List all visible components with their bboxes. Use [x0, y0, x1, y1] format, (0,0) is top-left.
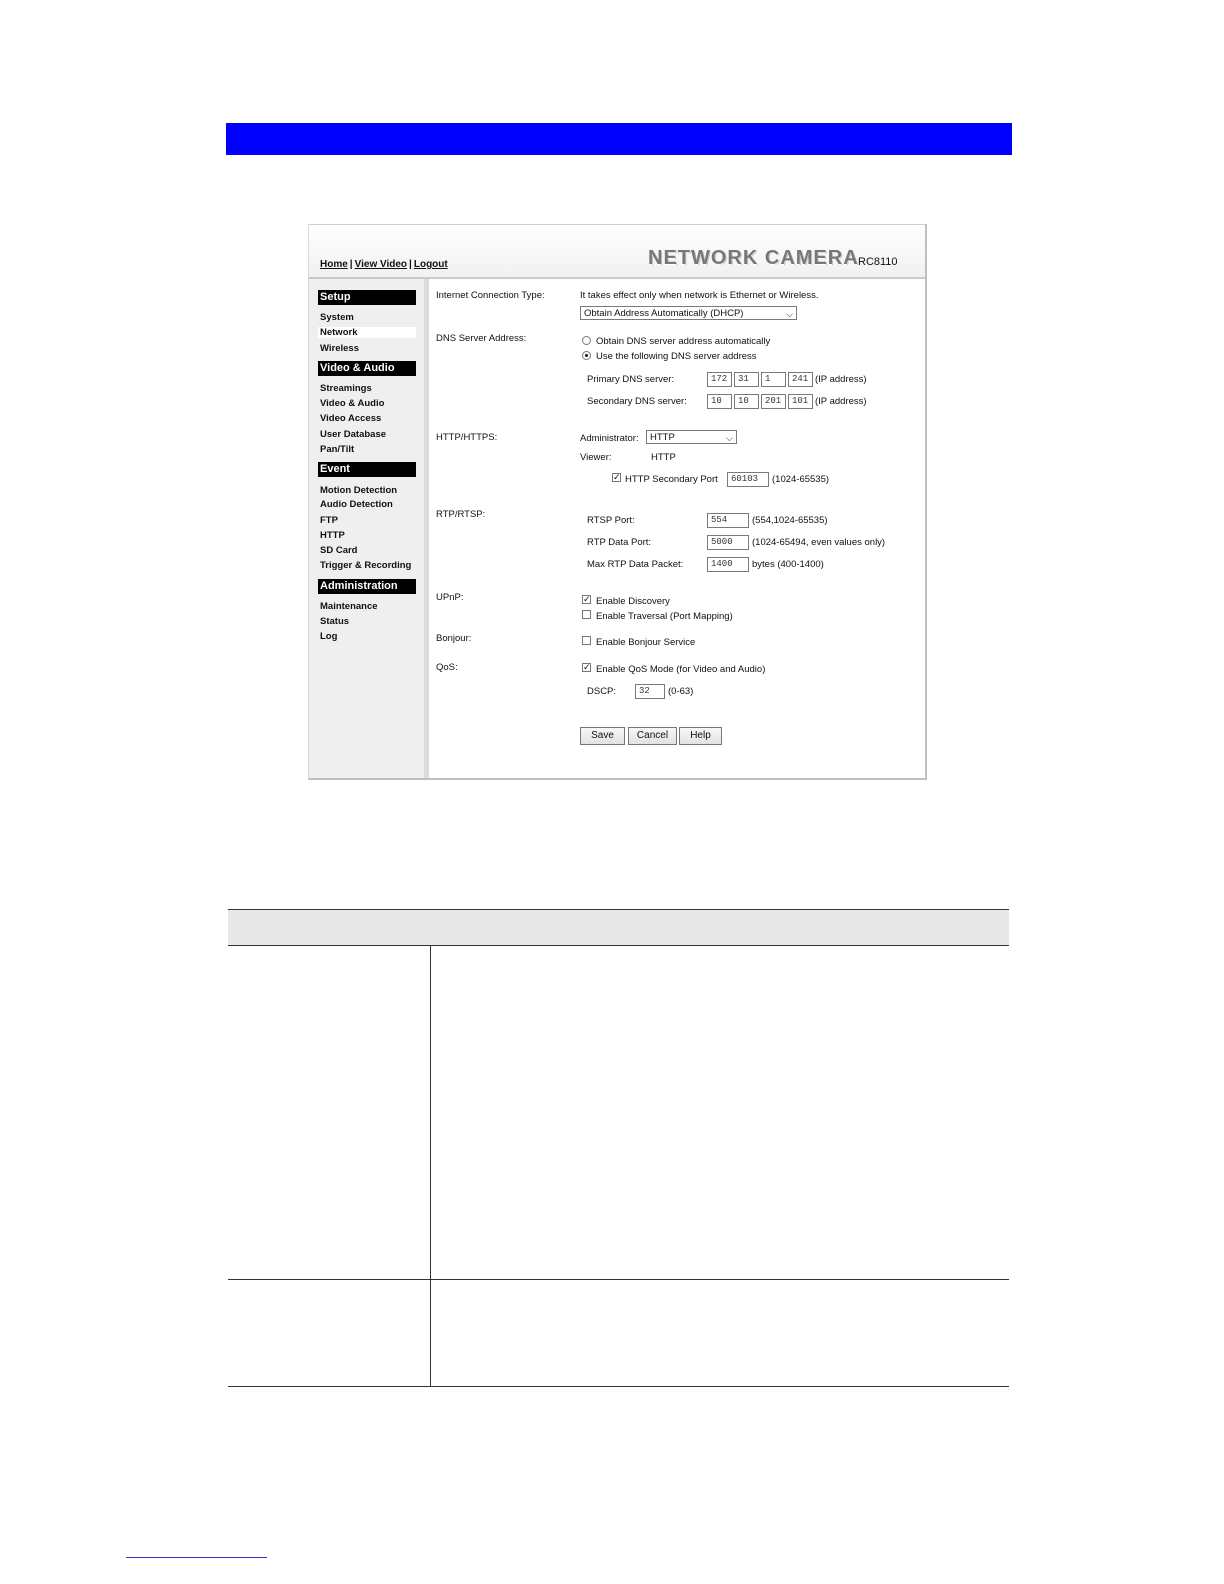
connection-type-value: Obtain Address Automatically (DHCP)	[584, 308, 744, 319]
table-header	[228, 909, 1009, 946]
secondary-dns-octet-3[interactable]: 201	[761, 394, 786, 409]
cancel-button[interactable]: Cancel	[628, 727, 677, 745]
sidebar-item-user-database[interactable]: User Database	[320, 429, 387, 440]
secondary-dns-octet-1[interactable]: 10	[707, 394, 732, 409]
sidebar-item-trigger-recording[interactable]: Trigger & Recording	[320, 560, 412, 571]
rtp-data-port-range: (1024-65494, even values only)	[752, 537, 886, 548]
rtsp-port-input[interactable]: 554	[707, 513, 749, 528]
primary-dns-label: Primary DNS server:	[587, 374, 675, 385]
sidebar-item-status[interactable]: Status	[320, 616, 350, 627]
enable-bonjour-checkbox[interactable]	[582, 636, 591, 645]
sidebar-item-http[interactable]: HTTP	[320, 530, 345, 541]
rtp-rtsp-label: RTP/RTSP:	[436, 509, 486, 520]
sidebar-item-streamings[interactable]: Streamings	[320, 383, 372, 394]
dns-manual-radio[interactable]	[582, 351, 591, 360]
primary-dns-suffix: (IP address)	[815, 374, 867, 385]
sidebar-item-video-audio[interactable]: Video & Audio	[320, 398, 385, 409]
sidebar-item-wireless[interactable]: Wireless	[320, 343, 359, 354]
secondary-dns-suffix: (IP address)	[815, 396, 867, 407]
network-camera-screenshot	[308, 224, 927, 780]
chevron-down-icon: ⌵	[786, 309, 793, 319]
home-link[interactable]: Home	[320, 259, 348, 270]
sidebar-item-pan-tilt[interactable]: Pan/Tilt	[320, 444, 355, 455]
internet-connection-note: It takes effect only when network is Ethernet or Wireless.	[580, 290, 819, 301]
top-links: Home | View Video | Logout	[320, 259, 448, 270]
sidebar-item-maintenance[interactable]: Maintenance	[320, 601, 378, 612]
secondary-dns-octet-4[interactable]: 101	[788, 394, 813, 409]
brand-title: NETWORK CAMERA	[648, 247, 859, 269]
sidebar-item-motion-detection[interactable]: Motion Detection	[320, 485, 398, 496]
rtp-data-port-input[interactable]: 5000	[707, 535, 749, 550]
dns-manual-label: Use the following DNS server address	[596, 351, 757, 362]
enable-qos-label: Enable QoS Mode (for Video and Audio)	[596, 664, 766, 675]
settings-content	[429, 279, 925, 778]
sidebar-section-administration: Administration	[318, 579, 416, 594]
primary-dns-octet-3[interactable]: 1	[761, 372, 786, 387]
sidebar-item-log[interactable]: Log	[320, 631, 338, 642]
logout-link[interactable]: Logout	[413, 259, 448, 270]
sidebar-item-system[interactable]: System	[320, 312, 354, 323]
camera-header	[309, 225, 925, 279]
dscp-range: (0-63)	[668, 686, 694, 697]
dns-auto-radio[interactable]	[582, 336, 591, 345]
internet-connection-label: Internet Connection Type:	[436, 290, 545, 301]
rtsp-port-range: (554,1024-65535)	[752, 515, 828, 526]
administrator-protocol-select[interactable]	[646, 430, 737, 444]
sidebar-item-video-access[interactable]: Video Access	[320, 413, 382, 424]
enable-discovery-checkbox[interactable]: ✓	[583, 594, 591, 604]
enable-discovery-label: Enable Discovery	[596, 596, 670, 607]
save-button[interactable]: Save	[580, 727, 625, 745]
help-button[interactable]: Help	[679, 727, 722, 745]
http-secondary-port-input[interactable]: 60103	[727, 472, 769, 487]
dns-auto-label: Obtain DNS server address automatically	[596, 336, 771, 347]
primary-dns-octet-2[interactable]: 31	[734, 372, 759, 387]
http-secondary-port-checkbox[interactable]: ✓	[613, 472, 621, 482]
enable-traversal-label: Enable Traversal (Port Mapping)	[596, 611, 733, 622]
viewer-label: Viewer:	[580, 452, 612, 463]
dns-server-label: DNS Server Address:	[436, 333, 527, 344]
table-column-divider	[430, 946, 431, 1387]
chevron-down-icon: ⌵	[726, 433, 733, 443]
enable-bonjour-label: Enable Bonjour Service	[596, 637, 696, 648]
primary-dns-octet-4[interactable]: 241	[788, 372, 813, 387]
viewer-value: HTTP	[651, 452, 676, 463]
sidebar-item-network[interactable]: Network	[318, 327, 416, 338]
rtp-data-port-label: RTP Data Port:	[587, 537, 652, 548]
table-row-divider	[228, 1279, 1009, 1280]
max-rtp-packet-input[interactable]: 1400	[707, 557, 749, 572]
max-rtp-packet-range: bytes (400-1400)	[752, 559, 824, 570]
model-number: RC8110	[858, 256, 898, 268]
max-rtp-packet-label: Max RTP Data Packet:	[587, 559, 684, 570]
enable-qos-checkbox[interactable]: ✓	[583, 662, 591, 672]
upnp-label: UPnP:	[436, 592, 464, 603]
sidebar	[309, 279, 429, 778]
administrator-label: Administrator:	[580, 433, 639, 444]
sidebar-section-video-audio: Video & Audio	[318, 361, 416, 376]
http-https-label: HTTP/HTTPS:	[436, 432, 498, 443]
qos-label: QoS:	[436, 662, 458, 673]
sidebar-item-ftp[interactable]: FTP	[320, 515, 338, 526]
secondary-dns-octet-2[interactable]: 10	[734, 394, 759, 409]
rtsp-port-label: RTSP Port:	[587, 515, 635, 526]
sidebar-section-event: Event	[318, 462, 416, 477]
administrator-protocol-value: HTTP	[650, 432, 675, 443]
secondary-dns-label: Secondary DNS server:	[587, 396, 687, 407]
http-secondary-port-range: (1024-65535)	[772, 474, 830, 485]
dscp-label: DSCP:	[587, 686, 617, 697]
dscp-input[interactable]: 32	[635, 684, 665, 699]
sidebar-item-sd-card[interactable]: SD Card	[320, 545, 358, 556]
section-banner	[226, 123, 1012, 155]
sidebar-section-setup: Setup	[318, 290, 416, 305]
footnote-separator	[126, 1557, 267, 1558]
bonjour-label: Bonjour:	[436, 633, 472, 644]
connection-type-select[interactable]	[580, 306, 797, 320]
sidebar-item-audio-detection[interactable]: Audio Detection	[320, 499, 393, 510]
view-video-link[interactable]: View Video	[354, 259, 408, 270]
enable-traversal-checkbox[interactable]	[582, 610, 591, 619]
http-secondary-port-label: HTTP Secondary Port	[625, 474, 718, 485]
table-bottom-border	[228, 1386, 1009, 1387]
primary-dns-octet-1[interactable]: 172	[707, 372, 732, 387]
